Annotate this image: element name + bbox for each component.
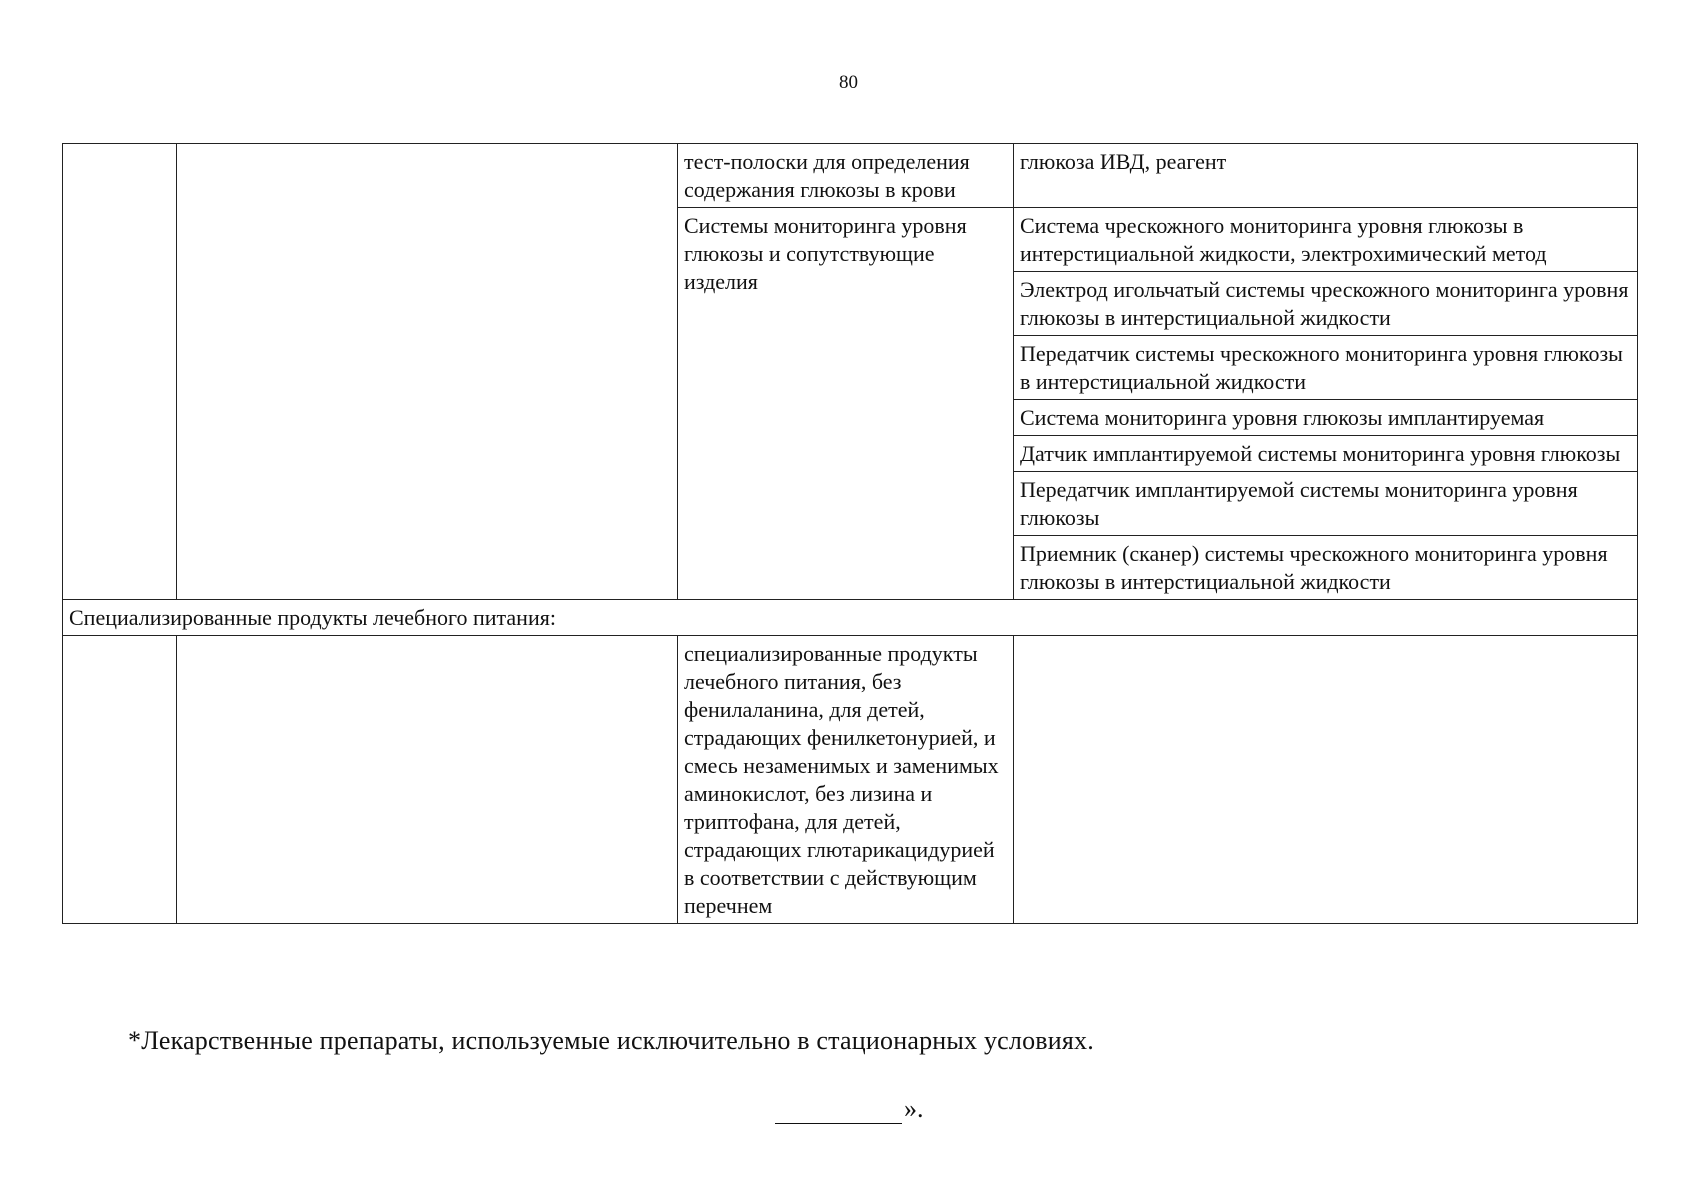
table-cell-group: тест-полоски для определения содержания глюкозы в крови: [678, 144, 1014, 208]
section-heading: Специализированные продукты лечебного питания:: [63, 600, 1638, 636]
table-cell-item: Система чрескожного мониторинга уровня глюкозы в интерстициальной жидкости, электрохимический метод: [1014, 208, 1638, 272]
closing-mark: [775, 1094, 924, 1124]
table-cell-item: Электрод игольчатый системы чрескожного мониторинга уровня глюкозы в интерстициальной жидкости: [1014, 272, 1638, 336]
table-cell-item: Передатчик имплантируемой системы мониторинга уровня глюкозы: [1014, 472, 1638, 536]
medical-products-table: [62, 143, 1638, 924]
closing-quote: ».: [904, 1094, 924, 1123]
blank-line: [775, 1099, 902, 1124]
footnote: *Лекарственные препараты, используемые исключительно в стационарных условиях.: [128, 1026, 1094, 1055]
table-cell-group: специализированные продукты лечебного питания, без фенилаланина, для детей, страдающих фенилкетонурией, и смесь незаменимых и заменимых аминокислот, без лизина и триптофана, для детей, страдающих глютарикацидурией в соответствии с действующим перечнем: [678, 636, 1014, 924]
table-row-section: [63, 600, 1638, 636]
table-cell-item: Передатчик системы чрескожного мониторинга уровня глюкозы в интерстициальной жидкости: [1014, 336, 1638, 400]
table-cell-empty: [63, 144, 177, 600]
page-number: 80: [839, 72, 858, 93]
table-cell-item: Система мониторинга уровня глюкозы имплантируемая: [1014, 400, 1638, 436]
table-cell-empty: [177, 144, 678, 600]
table-cell-empty: [63, 636, 177, 924]
table-cell-item: глюкоза ИВД, реагент: [1014, 144, 1638, 208]
table-cell-empty: [177, 636, 678, 924]
table-row: [63, 144, 1638, 208]
table-cell-item: Приемник (сканер) системы чрескожного мониторинга уровня глюкозы в интерстициальной жидкости: [1014, 536, 1638, 600]
table-cell-empty: [1014, 636, 1638, 924]
table-row: [63, 636, 1638, 924]
table-cell-item: Датчик имплантируемой системы мониторинга уровня глюкозы: [1014, 436, 1638, 472]
table-cell-group: Системы мониторинга уровня глюкозы и сопутствующие изделия: [678, 208, 1014, 600]
